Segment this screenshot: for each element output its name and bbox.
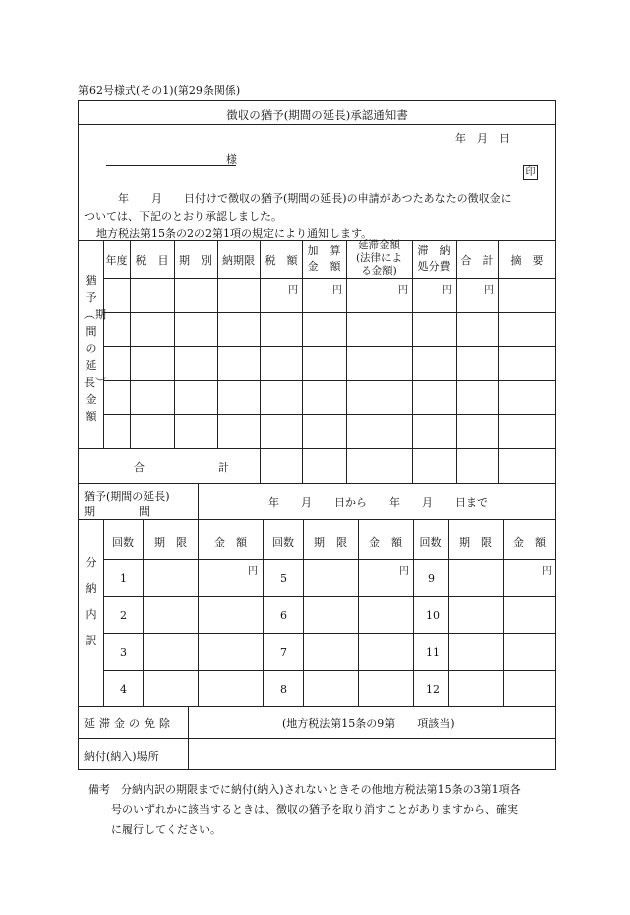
amount-col-line <box>412 240 413 483</box>
install-row-line <box>103 596 556 597</box>
header-total: 合 計 <box>460 254 494 267</box>
install-no: 6 <box>280 609 287 622</box>
header-period: 期 別 <box>179 254 212 267</box>
seal-mark: 印 <box>523 165 538 180</box>
title-divider <box>78 124 556 125</box>
period-label-2: 期 間 <box>84 505 150 518</box>
amount-total-top <box>78 448 556 449</box>
header-remarks: 摘 要 <box>510 254 544 267</box>
amount-col-line <box>217 240 218 448</box>
install-no: 11 <box>426 646 440 659</box>
header-tax-item: 税 目 <box>135 254 169 267</box>
install-vertical-label: 分納内訳 <box>85 556 97 647</box>
header-tax-amount: 税 額 <box>264 254 298 267</box>
exemption-bottom <box>78 738 556 739</box>
remarks <box>88 780 521 840</box>
install-header-deadline: 期 限 <box>154 536 187 549</box>
total-label-left: 合 <box>134 461 145 474</box>
form-number: 第62号様式(その1)(第29条関係) <box>78 84 241 97</box>
payment-place-label: 納付(納入)場所 <box>84 750 159 763</box>
period-bottom <box>78 519 556 520</box>
remarks-line-3: に履行してください。 <box>111 823 221 836</box>
yen-label: 円 <box>442 285 452 296</box>
install-bottom <box>78 706 556 707</box>
amount-col-line <box>130 240 131 448</box>
addressee-line <box>106 165 236 166</box>
install-header-amount: 金 額 <box>513 536 546 549</box>
install-no: 3 <box>120 646 127 659</box>
body-line-3: 地方税法第15条の2の2第1項の規定により通知します。 <box>96 227 373 240</box>
body-line-2: ついては、下記のとおり承認しました。 <box>84 210 282 223</box>
install-no: 8 <box>280 683 287 696</box>
period-value: 年 月 日から 年 月 日まで <box>268 496 488 509</box>
install-yen: 円 <box>542 566 552 577</box>
install-no: 12 <box>426 683 440 696</box>
total-label-right: 計 <box>218 461 229 474</box>
remarks-line-1: 分納内訳の期限までに納付(納入)されないときその他地方税法第15条の3第1項各 <box>121 783 521 796</box>
install-no: 1 <box>120 572 127 585</box>
install-header-count: 回数 <box>112 536 134 549</box>
remarks-label: 備考 <box>88 783 110 796</box>
amount-table-top <box>78 240 556 241</box>
amount-row-line <box>103 312 556 313</box>
install-header-bottom <box>103 559 556 560</box>
exemption-value: (地方税法第15条の9第 項該当) <box>282 717 455 730</box>
install-no: 5 <box>280 572 287 585</box>
remarks-line-2: 号のいずれかに該当するときは、徴収の猶予を取り消すことがありますから、確実 <box>111 803 518 816</box>
install-header-amount: 金 額 <box>369 536 402 549</box>
install-yen: 円 <box>399 566 409 577</box>
amount-vertical-label: 猶予︵期間の延長︶金額 <box>84 274 106 423</box>
yen-label: 円 <box>398 285 408 296</box>
install-no: 9 <box>428 572 435 585</box>
header-due-date: 納期限 <box>222 254 255 267</box>
install-header-deadline: 期 限 <box>314 536 347 549</box>
header-disposition-cost: 滞 納 処分費 <box>417 244 451 273</box>
amount-col-line <box>260 240 261 483</box>
form-title: 徴収の猶予(期間の延長)承認通知書 <box>226 108 408 122</box>
amount-table-bottom <box>78 483 556 484</box>
header-fiscal-year: 年度 <box>105 254 128 267</box>
install-row-line <box>103 670 556 671</box>
amount-row-line <box>103 414 556 415</box>
install-no: 10 <box>426 609 440 622</box>
period-divider <box>198 483 199 519</box>
amount-col-line <box>302 240 303 483</box>
install-header-count: 回数 <box>272 536 294 549</box>
install-no: 2 <box>120 609 127 622</box>
amount-row-line <box>103 380 556 381</box>
exemption-label: 延滞金の免除 <box>84 717 174 730</box>
yen-label: 円 <box>332 285 342 296</box>
header-delinquency: 延滞金額 (法律によ る金額) <box>355 239 403 277</box>
addressee-suffix: 様 <box>226 153 237 166</box>
install-header-deadline: 期 限 <box>459 536 492 549</box>
amount-header-bottom <box>103 278 556 279</box>
issue-date: 年 月 日 <box>455 132 510 145</box>
yen-label: 円 <box>484 285 494 296</box>
install-no: 4 <box>120 683 127 696</box>
amount-row-line <box>103 346 556 347</box>
install-row-line <box>103 633 556 634</box>
amount-col-line <box>456 240 457 483</box>
body-line-1: 年 月 日付けで徴収の猶予(期間の延長)の申請があつたあなたの徴収金に <box>118 192 512 205</box>
yen-label: 円 <box>288 285 298 296</box>
install-no: 7 <box>280 646 287 659</box>
header-additional-amount: 加 算 金 額 <box>307 244 341 273</box>
install-header-amount: 金 額 <box>214 536 247 549</box>
install-header-count: 回数 <box>419 536 442 549</box>
period-label-1: 猶予(期間の延長) <box>84 490 170 503</box>
install-yen: 円 <box>248 566 258 577</box>
amount-col-line <box>498 240 499 483</box>
amount-col-line <box>103 240 104 448</box>
amount-col-line <box>174 240 175 448</box>
